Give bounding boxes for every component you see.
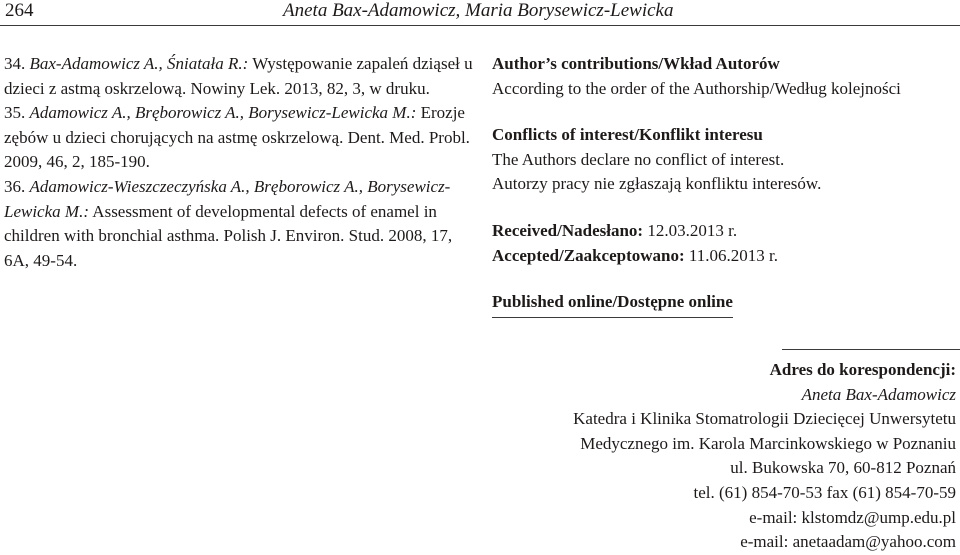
reference-authors: Adamowicz A., Bręborowicz A., Borysewicz-Lewicka M.: [29,103,417,123]
reference-35 [4,101,474,175]
correspondence-institution-1: Katedra i Klinika Stomatrologii Dziecięcej Unwersytetu [573,409,956,429]
published-label: Published online/Dostępne online [492,290,733,318]
received-value: 12.03.2013 r. [647,220,738,240]
page-number: 264 [5,0,34,21]
reference-text: Assessment of developmental defects of enamel in children with bronchial asthma. Polish J. Environ. Stud. 2008, 17, 6A, 49-54. [4,201,453,270]
dates-block [492,219,957,268]
correspondence-address [486,358,956,555]
correspondence-phone: tel. (61) 854-70-53 fax (61) 854-70-59 [693,482,956,502]
contributions-block [492,52,957,101]
reference-text: Występowanie zapaleń dziąseł u dzieci z astmą oskrzelową. Nowiny Lek. 2013, 82, 3, w druku. [4,54,473,98]
reference-34 [4,52,474,101]
contributions-heading: Author’s contributions/Wkład Autorów [492,54,780,73]
reference-authors: Adamowicz-Wieszczeczyńska A., Bręborowicz A., Borysewicz-Lewicka M.: [4,176,451,221]
reference-36 [4,175,474,273]
reference-authors: Bax-Adamowicz A., Śniatała R.: [29,54,249,73]
reference-number: 35. [4,103,26,123]
correspondence-street: ul. Bukowska 70, 60-812 Poznań [730,458,956,478]
reference-text: Erozje zębów u dzieci chorujących na astmę oskrzelową. Dent. Med. Probl. 2009, 46, 2, 185-190. [4,103,470,172]
reference-number: 34. [4,54,26,73]
correspondence-email-1: e-mail: klstomdz@ump.edu.pl [749,507,956,527]
conflicts-line-pl: Autorzy pracy nie zgłaszają konfliktu interesów. [492,174,822,194]
accepted-line [492,244,957,269]
article-info [492,52,957,340]
accepted-value: 11.06.2013 r. [688,245,778,265]
received-label: Received/Nadesłano: [492,220,644,240]
correspondence-rule [782,349,960,350]
correspondence-heading: Adres do korespondencji: [769,360,956,379]
correspondence-name: Aneta Bax-Adamowicz [801,384,956,404]
page-header [0,0,960,30]
header-rule [0,25,960,26]
published-block [492,290,957,318]
running-title: Aneta Bax-Adamowicz, Maria Borysewicz-Lewicka [283,0,674,21]
received-line [492,219,957,244]
conflicts-block [492,123,957,197]
reference-number: 36. [4,176,26,196]
correspondence-email-2: e-mail: anetaadam@yahoo.com [740,532,956,552]
accepted-label: Accepted/Zaakceptowano: [492,245,685,265]
correspondence-institution-2: Medycznego im. Karola Marcinkowskiego w Poznaniu [580,433,956,453]
conflicts-line-en: The Authors declare no conflict of interest. [492,149,785,169]
references-list [4,52,474,273]
conflicts-heading: Conflicts of interest/Konflikt interesu [492,125,763,145]
contributions-text: According to the order of the Authorship/Według kolejności [492,78,901,98]
